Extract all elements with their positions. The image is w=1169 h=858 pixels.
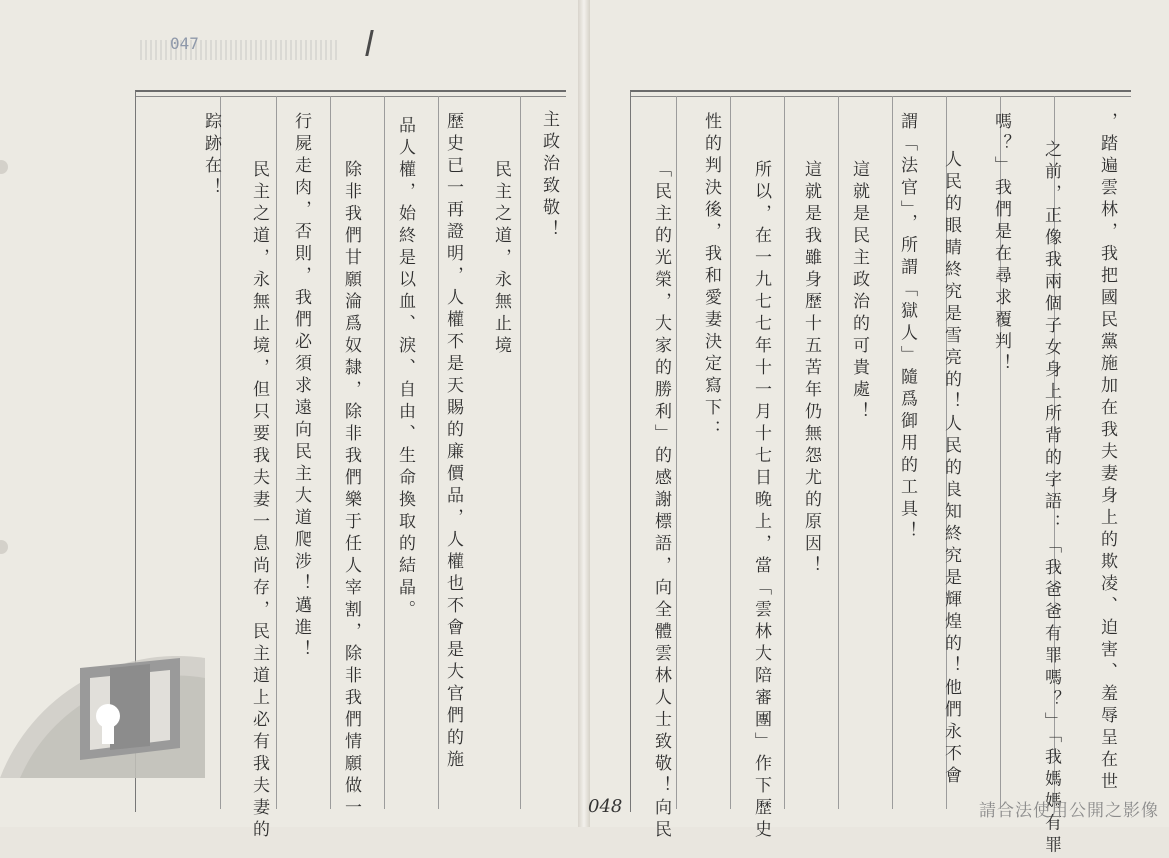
text-column: 踪跡在！	[201, 112, 221, 200]
text-column: 行屍走肉，否則，我們必須求遠向民主大道爬涉！邁進！	[291, 112, 311, 662]
text-column: 這就是我雖身歷十五苦年仍無怨尤的原因！	[801, 160, 821, 578]
text-column: 性的判決後，我和愛妻決定寫下：	[701, 112, 721, 442]
text-column: 人民的眼睛終究是雪亮的！人民的良知終究是輝煌的！他們永不會	[941, 150, 961, 788]
usage-notice: 請合法使用公開之影像	[979, 801, 1159, 821]
text-column: 嗎？」我們是在尋求覆判！	[991, 112, 1011, 376]
text-column: 之前，正像我兩個子女身上所背的字語：「我爸爸有罪嗎？」「我媽媽有罪	[1041, 140, 1061, 858]
text-column: 歷史已一再證明，人權不是天賜的廉價品，人權也不會是大官們的施	[443, 112, 463, 772]
text-column: 主政治致敬！	[539, 110, 559, 242]
page-gutter	[578, 0, 590, 827]
text-column: 「民主的光榮，大家的勝利」的感謝標語，向全體雲林人士致敬！向民	[651, 160, 671, 842]
archive-logo-watermark	[0, 628, 205, 778]
page-number-bottom: 048	[588, 796, 623, 817]
text-column: ，踏遍雲林，我把國民黨施加在我夫妻身上的欺凌、迫害、羞辱呈在世	[1097, 112, 1117, 794]
text-column: 除非我們甘願淪爲奴隸，除非我們樂于任人宰割，除非我們情願做一	[341, 160, 361, 820]
text-column: 民主之道，永無止境，但只要我夫妻一息尚存，民主道上必有我夫妻的	[249, 160, 269, 842]
text-column: 這就是民主政治的可貴處！	[849, 160, 869, 424]
text-column: 品人權，始終是以血、淚、自由、生命換取的結晶。	[395, 116, 415, 622]
section-heading: 民主之道，永無止境	[491, 160, 511, 358]
text-column: 所以，在一九七七年十一月十七日晚上，當「雲林大陪審團」作下歷史	[751, 160, 771, 842]
text-column: 謂「法官」，所謂「獄人」隨爲御用的工具！	[897, 112, 917, 544]
page-number-top: 047	[170, 34, 199, 53]
